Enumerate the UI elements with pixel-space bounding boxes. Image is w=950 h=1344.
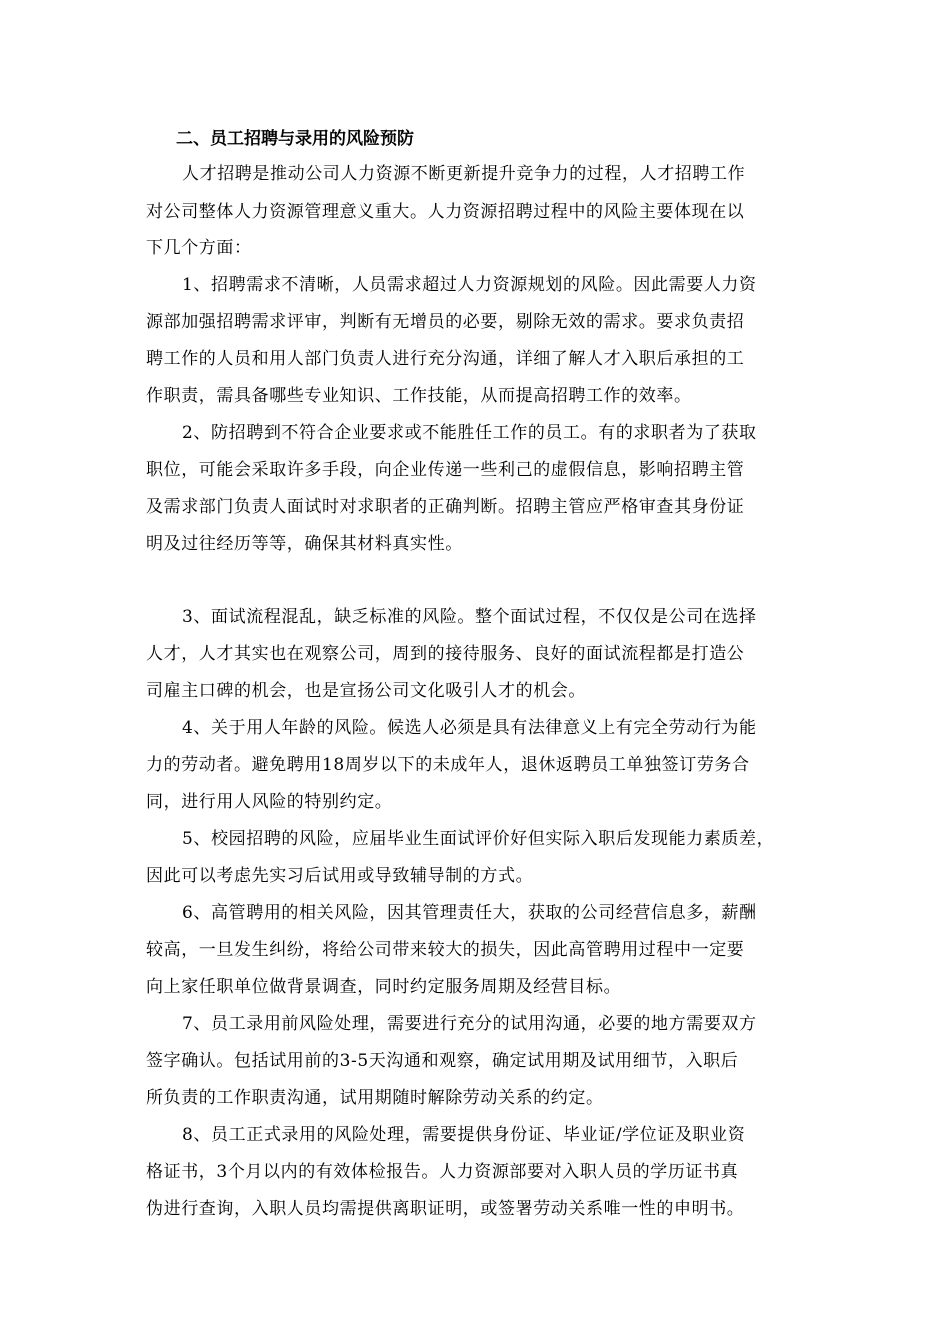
paragraph-line: 伪进行查询，入职人员均需提供离职证明，或签署劳动关系唯一性的申明书。 <box>146 1199 745 1219</box>
paragraph-line: 8、员工正式录用的风险处理，需要提供身份证、毕业证/学位证及职业资 <box>182 1125 746 1145</box>
section-heading: 二、员工招聘与录用的风险预防 <box>176 129 414 149</box>
paragraph-line: 及需求部门负责人面试时对求职者的正确判断。招聘主管应严格审查其身份证 <box>146 497 745 517</box>
paragraph-line: 较高，一旦发生纠纷，将给公司带来较大的损失，因此高管聘用过程中一定要 <box>146 940 745 960</box>
paragraph-line: 所负责的工作职责沟通，试用期随时解除劳动关系的约定。 <box>146 1088 604 1108</box>
paragraph-line: 7、员工录用前风险处理，需要进行充分的试用沟通，必要的地方需要双方 <box>182 1014 757 1034</box>
paragraph-line: 对公司整体人力资源管理意义重大。人力资源招聘过程中的风险主要体现在以 <box>146 202 745 222</box>
paragraph-line: 2、防招聘到不符合企业要求或不能胜任工作的员工。有的求职者为了获取 <box>182 423 757 443</box>
paragraph-line: 因此可以考虑先实习后试用或导致辅导制的方式。 <box>146 866 534 886</box>
paragraph-line: 签字确认。包括试用前的3-5天沟通和观察，确定试用期及试用细节，入职后 <box>146 1051 739 1071</box>
paragraph-line: 人才，人才其实也在观察公司，周到的接待服务、良好的面试流程都是打造公 <box>146 644 745 664</box>
paragraph-line: 作职责，需具备哪些专业知识、工作技能，从而提高招聘工作的效率。 <box>146 386 692 406</box>
paragraph-line: 人才招聘是推动公司人力资源不断更新提升竞争力的过程，人才招聘工作 <box>182 164 746 184</box>
paragraph-line: 力的劳动者。避免聘用18周岁以下的未成年人，退休返聘员工单独签订劳务合 <box>146 755 750 775</box>
paragraph-line: 司雇主口碑的机会，也是宣扬公司文化吸引人才的机会。 <box>146 681 586 701</box>
paragraph-line: 4、关于用人年龄的风险。候选人必须是具有法律意义上有完全劳动行为能 <box>182 718 757 738</box>
paragraph-line: 格证书，3个月以内的有效体检报告。人力资源部要对入职人员的学历证书真 <box>146 1162 739 1182</box>
paragraph-line: 职位，可能会采取许多手段，向企业传递一些利己的虚假信息，影响招聘主管 <box>146 460 745 480</box>
paragraph-line: 1、招聘需求不清晰，人员需求超过人力资源规划的风险。因此需要人力资 <box>182 275 757 295</box>
paragraph-line: 明及过往经历等等，确保其材料真实性。 <box>146 534 463 554</box>
paragraph-line: 下几个方面： <box>146 238 252 258</box>
paragraph-line: 源部加强招聘需求评审，判断有无增员的必要，剔除无效的需求。要求负责招 <box>146 312 745 332</box>
paragraph-line: 5、校园招聘的风险，应届毕业生面试评价好但实际入职后发现能力素质差， <box>182 829 775 849</box>
paragraph-line: 向上家任职单位做背景调查，同时约定服务周期及经营目标。 <box>146 977 622 997</box>
paragraph-line: 6、高管聘用的相关风险，因其管理责任大，获取的公司经营信息多，薪酬 <box>182 903 757 923</box>
paragraph-line: 聘工作的人员和用人部门负责人进行充分沟通，详细了解人才入职后承担的工 <box>146 349 745 369</box>
paragraph-line: 3、面试流程混乱，缺乏标准的风险。整个面试过程，不仅仅是公司在选择 <box>182 607 757 627</box>
paragraph-line: 同，进行用人风险的特别约定。 <box>146 792 393 812</box>
